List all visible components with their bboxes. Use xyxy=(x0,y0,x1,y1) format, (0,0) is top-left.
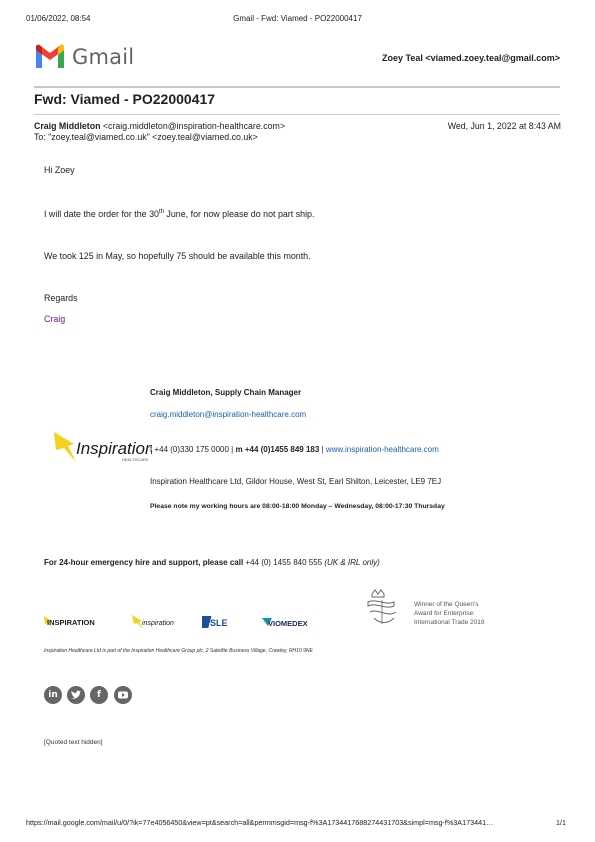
body-line-1-start: I will date the order for the 30 xyxy=(44,209,159,219)
youtube-icon[interactable] xyxy=(114,686,132,704)
signature-address: Inspiration Healthcare Ltd, Gildor House, West St, Earl Shilton, Leicester, LE9 7EJ xyxy=(150,477,442,486)
message-from xyxy=(34,121,285,131)
award-text xyxy=(414,600,484,627)
emergency-region: (UK & IRL only) xyxy=(324,558,380,567)
message-date: Wed, Jun 1, 2022 at 8:43 AM xyxy=(447,121,561,131)
header-divider xyxy=(34,86,560,88)
website-link[interactable]: www.inspiration-healthcare.com xyxy=(325,445,439,454)
body-line-1 xyxy=(44,209,314,219)
svg-text:VIOMEDEX: VIOMEDEX xyxy=(268,619,308,628)
body-line-1-end: June, for now please do not part ship. xyxy=(163,209,315,219)
queens-award-emblem-icon xyxy=(364,588,402,628)
signature-phones xyxy=(150,445,439,454)
phone-t: t +44 (0)330 175 0000 xyxy=(150,445,229,454)
partner-logo-inspiration[interactable] xyxy=(44,614,104,630)
gmail-logo-icon[interactable] xyxy=(34,44,66,70)
twitter-icon[interactable] xyxy=(67,686,85,704)
emergency-label: For 24-hour emergency hire and support, please call xyxy=(44,558,244,567)
ordinal-suffix: th xyxy=(158,209,164,216)
award-line: International Trade 2019 xyxy=(414,619,485,626)
partner-logo-inspiration-2[interactable] xyxy=(132,614,182,630)
emergency-phone: +44 (0) 1455 840 555 xyxy=(243,558,325,567)
signature-email-link[interactable]: craig.middleton@inspiration-healthcare.com xyxy=(150,410,307,419)
award-line: Winner of the Queen's xyxy=(414,601,479,608)
linkedin-icon[interactable]: in xyxy=(44,686,62,704)
print-page-number: 1/1 xyxy=(556,818,566,827)
group-note: Inspiration Healthcare Ltd is part of the Inspiration Healthcare Group plc, 2 Satellite Business Village, Crawley, RH10 9NE xyxy=(44,648,313,654)
greeting: Hi Zoey xyxy=(44,165,75,175)
partner-logo-sle[interactable] xyxy=(202,614,234,630)
signature-name-title: Craig Middleton, Supply Chain Manager xyxy=(150,388,302,397)
signature-hours: Please note my working hours are 08:00-18:00 Monday – Wednesday, 08:00-17:30 Thursday xyxy=(150,503,445,510)
logo-main-text: Inspiration xyxy=(76,439,152,458)
from-name: Craig Middleton xyxy=(34,121,101,131)
account-display: Zoey Teal <viamed.zoey.teal@gmail.com> xyxy=(381,53,560,63)
closing: Regards xyxy=(44,293,78,303)
svg-text:INSPIRATION: INSPIRATION xyxy=(47,618,95,627)
message-to: To: "zoey.teal@viamed.co.uk" <zoey.teal@viamed.co.uk> xyxy=(34,132,258,142)
facebook-icon[interactable]: f xyxy=(90,686,108,704)
print-page-title: Gmail - Fwd: Viamed - PO22000417 xyxy=(233,14,362,23)
emergency-line xyxy=(44,558,380,567)
gmail-wordmark[interactable]: Gmail xyxy=(72,45,135,69)
logo-sub-text: HEALTHCARE xyxy=(122,457,149,462)
print-footer-url: https://mail.google.com/mail/u/0/?ik=77e4056450&view=pt&search=all&permmsgid=msg-f%3A1734417688274431703&simpl=msg-f%3A173441… xyxy=(26,818,494,827)
svg-text:inspiration: inspiration xyxy=(142,620,174,627)
phone-m: m +44 (0)1455 849 183 xyxy=(235,445,320,454)
thread-subject: Fwd: Viamed - PO22000417 xyxy=(34,91,216,107)
award-line: Award for Enterprise: xyxy=(414,610,475,617)
quoted-text-hidden-link[interactable]: [Quoted text hidden] xyxy=(44,739,103,746)
sender-short-name: Craig xyxy=(44,314,66,324)
separator: | xyxy=(319,445,326,454)
separator: | xyxy=(228,445,236,454)
partner-logo-viomedex[interactable] xyxy=(262,614,320,630)
body-line-2: We took 125 in May, so hopefully 75 should be available this month. xyxy=(44,251,311,261)
from-email: <craig.middleton@inspiration-healthcare.com> xyxy=(102,121,285,131)
inspiration-logo[interactable] xyxy=(52,430,152,464)
subject-divider xyxy=(34,114,560,115)
svg-text:SLE: SLE xyxy=(210,618,228,628)
print-datetime: 01/06/2022, 08:54 xyxy=(26,14,91,23)
